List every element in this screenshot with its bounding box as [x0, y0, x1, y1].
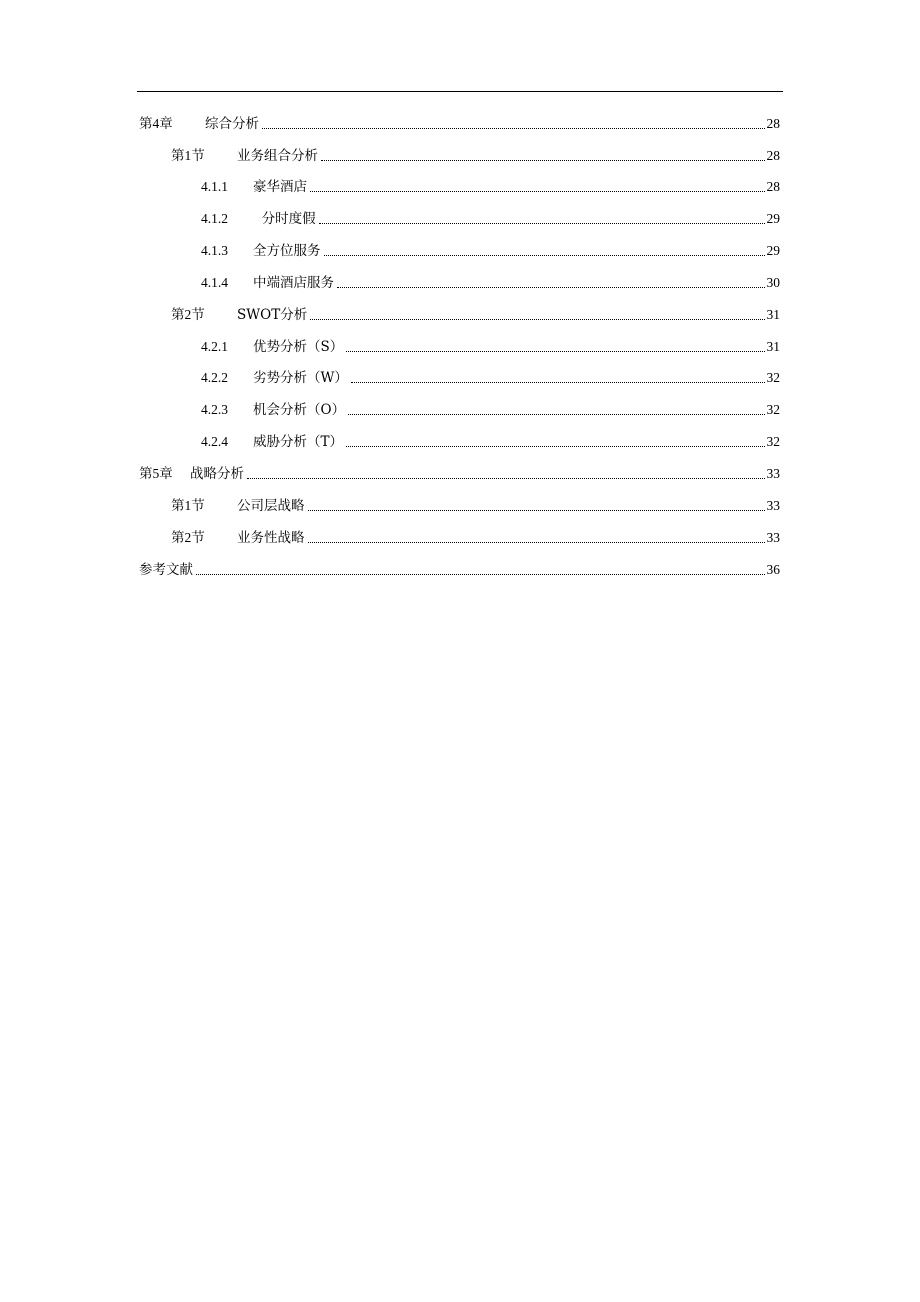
toc-entry-title: 劣势分析（W） — [253, 370, 348, 386]
toc-entry-references[interactable] — [139, 560, 780, 580]
toc-entry-page: 33 — [766, 530, 780, 545]
toc-entry-page: 31 — [766, 339, 780, 354]
toc-entry-number: 4.2.3 — [201, 402, 228, 417]
toc-entry-page: 32 — [766, 370, 780, 385]
dot-leader — [310, 318, 764, 320]
toc-entry-title: SWOT分析 — [237, 307, 308, 323]
dot-leader — [321, 159, 765, 161]
toc-entry-page: 29 — [766, 243, 780, 258]
toc-entry-page: 28 — [766, 179, 780, 194]
toc-entry-page: 28 — [766, 148, 780, 163]
toc-entry-title: 战略分析 — [190, 466, 244, 482]
toc-entry-section-5-2[interactable] — [171, 528, 780, 548]
toc-entry-4-1-3[interactable] — [201, 241, 780, 261]
toc-entry-number: 4.1.1 — [201, 179, 228, 194]
toc-entry-title: 机会分析（O） — [253, 402, 346, 418]
toc-entry-number: 第1节 — [171, 498, 205, 513]
toc-entry-section-4-1[interactable] — [171, 146, 780, 166]
toc-entry-4-2-2[interactable] — [201, 368, 780, 388]
toc-entry-title: 优势分析（S） — [253, 339, 344, 355]
toc-entry-title: 中端酒店服务 — [253, 275, 334, 291]
toc-entry-title: 全方位服务 — [253, 243, 321, 259]
toc-entry-number: 第2节 — [171, 307, 205, 322]
toc-entry-number: 4.2.1 — [201, 339, 228, 354]
toc-entry-title: 分时度假 — [253, 211, 316, 227]
toc-entry-number: 第4章 — [139, 116, 173, 131]
dot-leader — [262, 127, 765, 129]
toc-entry-title: 豪华酒店 — [253, 179, 307, 195]
toc-entry-page: 30 — [766, 275, 780, 290]
toc-entry-chapter-4[interactable] — [139, 114, 780, 134]
dot-leader — [196, 573, 765, 575]
dot-leader — [319, 222, 765, 224]
dot-leader — [346, 350, 764, 352]
dot-leader — [310, 190, 765, 192]
dot-leader — [247, 477, 765, 479]
dot-leader — [348, 413, 764, 415]
toc-entry-page: 32 — [766, 434, 780, 449]
toc-entry-4-1-2[interactable] — [201, 209, 780, 229]
header-rule — [137, 91, 783, 92]
toc-entry-page: 28 — [766, 116, 780, 131]
toc-entry-number: 4.2.2 — [201, 370, 228, 385]
toc-entry-number: 4.1.4 — [201, 275, 228, 290]
toc-entry-number: 第2节 — [171, 530, 205, 545]
toc-entry-title: 威胁分析（T） — [253, 434, 344, 450]
toc-entry-number: 4.2.4 — [201, 434, 228, 449]
toc-entry-4-2-4[interactable] — [201, 432, 780, 452]
toc-entry-number: 第5章 — [139, 466, 173, 481]
toc-entry-number: 4.1.2 — [201, 211, 228, 226]
toc-entry-page: 32 — [766, 402, 780, 417]
toc-entry-title: 综合分析 — [205, 116, 259, 132]
dot-leader — [351, 381, 765, 383]
toc-entry-page: 29 — [766, 211, 780, 226]
toc-entry-section-5-1[interactable] — [171, 496, 780, 516]
toc-entry-4-1-1[interactable] — [201, 177, 780, 197]
toc-entry-section-4-2[interactable] — [171, 305, 780, 325]
toc-entry-page: 33 — [766, 466, 780, 481]
dot-leader — [308, 541, 765, 543]
toc-entry-4-2-3[interactable] — [201, 400, 780, 420]
toc-entry-page: 31 — [766, 307, 780, 322]
dot-leader — [337, 286, 765, 288]
toc-entry-title: 参考文献 — [139, 562, 193, 578]
toc-entry-4-1-4[interactable] — [201, 273, 780, 293]
toc-entry-title: 公司层战略 — [237, 498, 305, 514]
toc-entry-page: 33 — [766, 498, 780, 513]
dot-leader — [324, 254, 765, 256]
dot-leader — [346, 445, 764, 447]
toc-entry-number: 第1节 — [171, 148, 205, 163]
toc-entry-page: 36 — [766, 562, 780, 577]
toc-entry-number: 4.1.3 — [201, 243, 228, 258]
toc-entry-title: 业务组合分析 — [237, 148, 318, 164]
dot-leader — [308, 509, 765, 511]
toc-entry-title: 业务性战略 — [237, 530, 305, 546]
toc-entry-4-2-1[interactable] — [201, 337, 780, 357]
toc-entry-chapter-5[interactable] — [139, 464, 780, 484]
